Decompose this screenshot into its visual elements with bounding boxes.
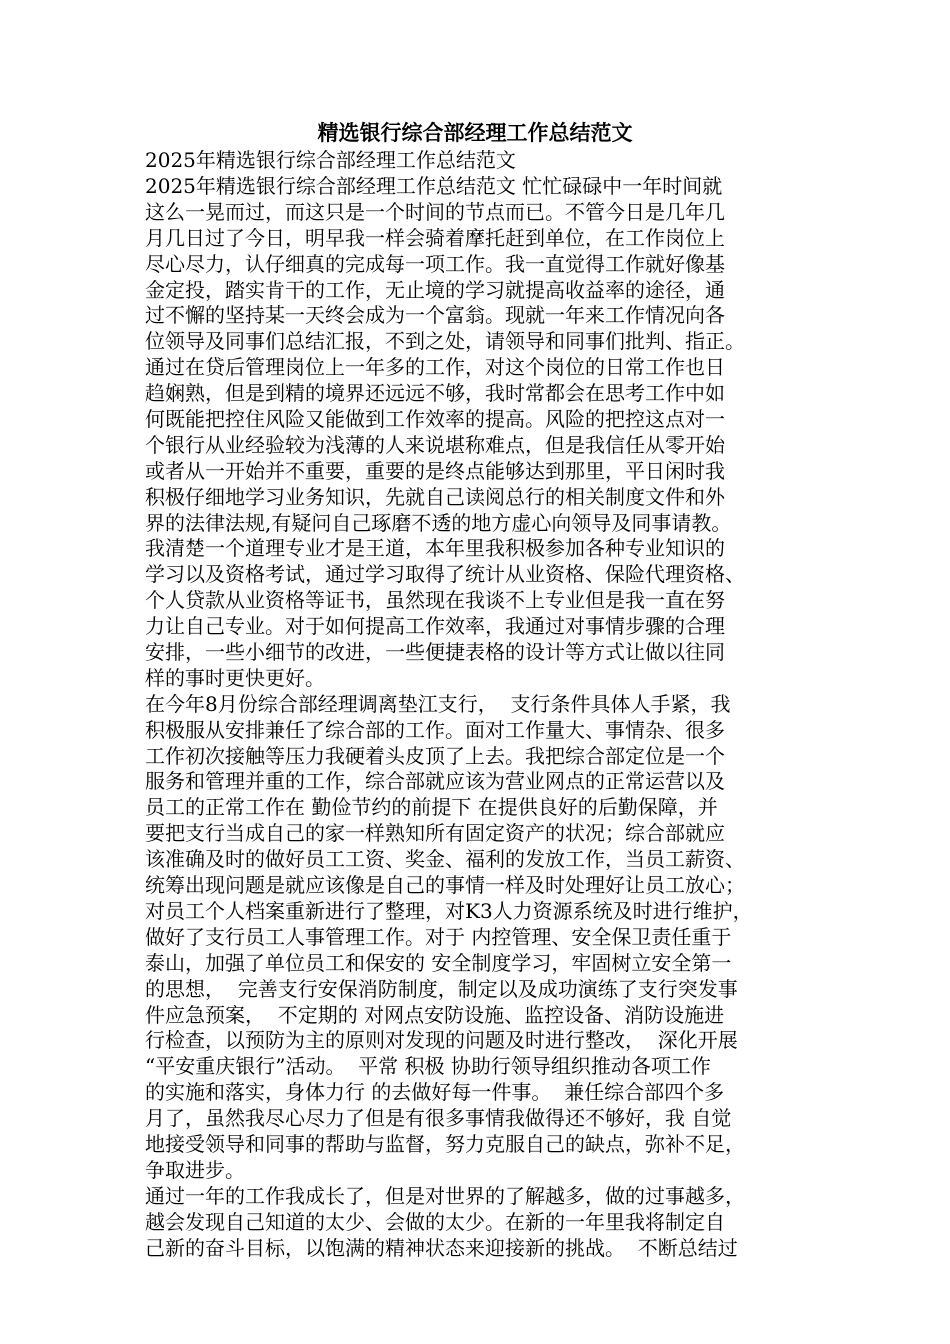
body-text-line: 该准确及时的做好员工工资、奖金、福利的发放工作，当员工薪资、 — [145, 847, 745, 872]
body-text-line: 泰山，加强了单位员工和保安的 安全制度学习，牢固树立安全第一 — [145, 950, 732, 975]
body-text-line: “平安重庆银行”活动。 平常 积极 协助行领导组织推动各项工作 — [145, 1054, 711, 1079]
body-text-line: 行检查，以预防为主的原则对发现的问题及时进行整改， 深化开展 — [145, 1028, 738, 1053]
body-text-line: 月了，虽然我尽心尽力了但是有很多事情我做得还不够好，我 自觉 — [145, 1106, 732, 1131]
body-text-line: 服务和管理并重的工作，综合部就应该为营业网点的正常运营以及 — [145, 769, 725, 794]
body-text-line: 力让自己专业。对于如何提高工作效率，我通过对事情步骤的合理 — [145, 614, 725, 639]
body-text-line: 对员工个人档案重新进行了整理，对K3人力资源系统及时进行维护， — [145, 898, 753, 923]
body-text-line: 的实施和落实，身体力行 的去做好每一件事。 兼任综合部四个多 — [145, 1080, 725, 1105]
body-text-line: 己新的奋斗目标，以饱满的精神状态来迎接新的挑战。 不断总结过 — [145, 1235, 738, 1260]
body-text-line: 过不懈的坚持某一天终会成为一个富翁。现就一年来工作情况向各 — [145, 303, 725, 328]
body-text-line: 积极仔细地学习业务知识，先就自己读阅总行的相关制度文件和外 — [145, 484, 725, 509]
body-text-line: 越会发现自己知道的太少、会做的太少。在新的一年里我将制定自 — [145, 1209, 725, 1234]
body-text-line: 金定投，踏实肯干的工作，无止境的学习就提高收益率的途径，通 — [145, 277, 725, 302]
body-text-line: 工作初次接触等压力我硬着头皮顶了上去。我把综合部定位是一个 — [145, 743, 725, 768]
body-text-line: 个人贷款从业资格等证书，虽然现在我谈不上专业但是我一直在努 — [145, 588, 725, 613]
body-text-line: 2025年精选银行综合部经理工作总结范文 忙忙碌碌中一年时间就 — [145, 174, 723, 198]
body-text-line: 界的法律法规,有疑问自己琢磨不透的地方虚心向领导及同事请教。 — [145, 510, 732, 535]
body-text-line: 学习以及资格考试，通过学习取得了统计从业资格、保险代理资格、 — [145, 562, 745, 587]
body-text-line: 在今年8月份综合部经理调离垫江支行， 支行条件具体人手紧，我 — [145, 691, 731, 716]
body-text-line: 做好了支行员工人事管理工作。对于 内控管理、安全保卫责任重于 — [145, 924, 732, 949]
body-text-line: 的思想， 完善支行安保消防制度，制定以及成功演练了支行突发事 — [145, 976, 738, 1001]
body-text-line: 我清楚一个道理专业才是王道，本年里我积极参加各种专业知识的 — [145, 536, 725, 561]
body-text-line: 要把支行当成自己的家一样熟知所有固定资产的状况；综合部就应 — [145, 821, 725, 846]
body-text-line: 个银行从业经验较为浅薄的人来说堪称难点，但是我信任从零开始 — [145, 432, 725, 457]
body-text-line: 或者从一开始并不重要，重要的是终点能够达到那里，平日闲时我 — [145, 458, 725, 483]
body-text-line: 安排，一些小细节的改进，一些便捷表格的设计等方式让做以往同 — [145, 640, 725, 665]
body-text-line: 尽心尽力，认仔细真的完成每一项工作。我一直觉得工作就好像基 — [145, 251, 725, 276]
body-text-line: 争取进步。 — [145, 1157, 245, 1182]
body-text-line: 这么一晃而过，而这只是一个时间的节点而已。不管今日是几年几 — [145, 199, 725, 224]
document-subtitle: 2025年精选银行综合部经理工作总结范文 — [145, 148, 516, 172]
body-text-line: 趋娴熟，但是到精的境界还远远不够，我时常都会在思考工作中如 — [145, 381, 725, 406]
body-text-line: 统筹出现问题是就应该像是自己的事情一样及时处理好让员工放心； — [145, 873, 745, 898]
document-title: 精选银行综合部经理工作总结范文 — [317, 121, 633, 145]
body-text-line: 通过一年的工作我成长了，但是对世界的了解越多，做的过事越多， — [145, 1183, 745, 1208]
body-text-line: 通过在贷后管理岗位上一年多的工作，对这个岗位的日常工作也日 — [145, 355, 725, 380]
body-text-line: 员工的正常工作在 勤俭节约的前提下 在提供良好的后勤保障，并 — [145, 795, 718, 820]
body-text-line: 月几日过了今日，明早我一样会骑着摩托赶到单位，在工作岗位上 — [145, 225, 725, 250]
body-text-line: 积极服从安排兼任了综合部的工作。面对工作量大、事情杂、很多 — [145, 717, 725, 742]
document-body — [145, 174, 815, 1261]
body-text-line: 何既能把控住风险又能做到工作效率的提高。风险的把控这点对一 — [145, 407, 725, 432]
body-text-line: 位领导及同事们总结汇报，不到之处，请领导和同事们批判、指正。 — [145, 329, 745, 354]
body-text-line: 样的事时更快更好。 — [145, 665, 325, 690]
body-text-line: 件应急预案， 不定期的 对网点安防设施、监控设备、消防设施进 — [145, 1002, 725, 1027]
body-text-line: 地接受领导和同事的帮助与监督，努力克服自己的缺点，弥补不足， — [145, 1131, 745, 1156]
